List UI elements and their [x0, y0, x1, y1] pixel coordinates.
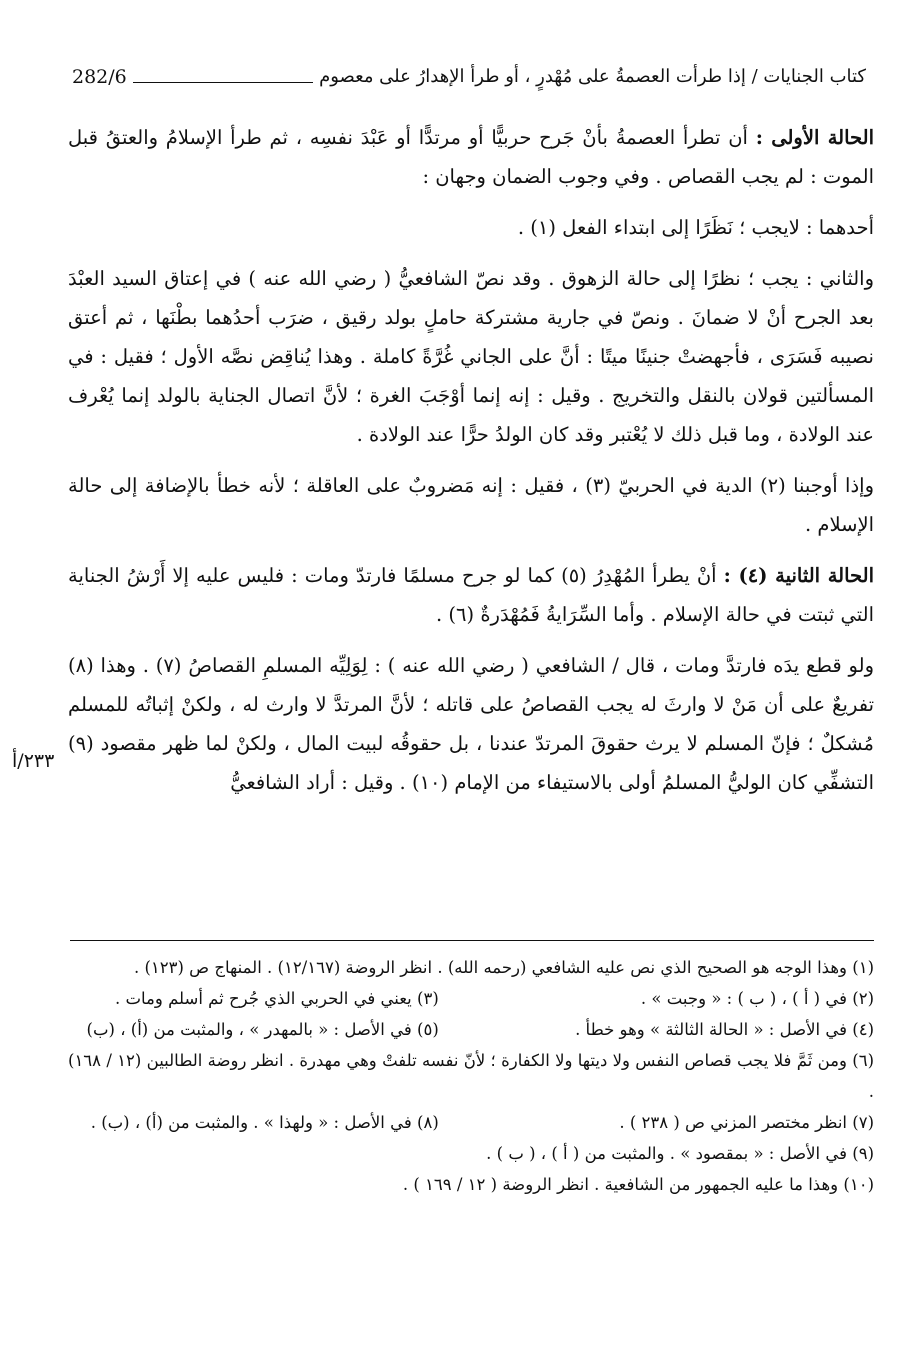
header-title: كتاب الجنايات / إذا طرأت العصمةُ على مُهْدرٍ ، أو طرأ الإهدارُ على معصوم [319, 66, 866, 87]
case-two-text: أنْ يطرأ المُهْدِرُ (٥) كما لو جرح مسلمًا فارتدّ ومات : فليس عليه إلا أَرْشُ الجناية التي ثبتت في حالة الإسلام . وأما السِّرَايةُ فَمُهْدَرةٌ (٦) . [68, 564, 874, 626]
footnote-6: (٦) ومن ثَمَّ فلا يجب قصاص النفس ولا ديتها ولا الكفارة ؛ لأنّ نفسه تلفتْ وهي مهدرة . انظر روضة الطالبين (١٢ / ١٦٨) . [68, 1051, 874, 1101]
footnote-row-2-3 [68, 983, 874, 1014]
footnote-4: (٤) في الأصل : « الحالة الثالثة » وهو خطأ . [575, 1020, 874, 1039]
blood-money-text: وإذا أوجبنا (٢) الدية في الحربيّ (٣) ، فقيل : إنه مَضروبٌ على العاقلة ؛ لأنه خطأ بالإضافة إلى حالة الإسلام . [68, 474, 874, 536]
paragraph-case-one [68, 118, 874, 196]
footnote-5: (٥) في الأصل : « بالمهدر » ، والمثبت من (أ) ، (ب) [86, 1020, 439, 1039]
footnote-2: (٢) في ( أ ) ، ( ب ) : « وجبت » . [640, 989, 874, 1008]
case-two-heading: الحالة الثانية (٤) : [723, 564, 875, 587]
footnote-row-4-5 [68, 1014, 874, 1045]
paragraph-blood-money [68, 466, 874, 544]
paragraph-case-two [68, 556, 874, 634]
footnote-8: (٨) في الأصل : « ولهذا » . والمثبت من (أ) ، (ب) . [90, 1113, 439, 1132]
page-number: 282/6 [72, 66, 127, 88]
footnote-divider [70, 940, 874, 941]
second-view-text: والثاني : يجب ؛ نظرًا إلى حالة الزهوق . وقد نصّ الشافعيُّ ( رضي الله عنه ) في إعتاق السيد العبْدَ بعد الجرح أنْ لا ضمانَ . ونصّ في جارية مشتركة حاملٍ بولد رقيق ، ضرَب أحدُهما بطْنَها ، ثم أعتق نصيبه فَسَرَى ، فأجهضتْ جنينًا ميتًا : أنَّ على الجاني غُرَّةً كاملة . وهذا يُناقِض نصَّه الأول ؛ فقيل : في المسألتين قولان بالنقل والتخريج . وقيل : إنه إنما أوْجَبَ الغرة ؛ لأنَّ اتصال الجناية بالولد إنما يُعْرف عند الولادة ، وما قبل ذلك لا يُعْتبر وقد كان الولدُ حرًّا عند الولادة . [68, 267, 874, 446]
case-one-text: أن تطرأ العصمةُ بأنْ جَرح حربيًّا أو مرتدًّا أو عَبْدَ نفسِه ، ثم طرأ الإسلامُ والعتقُ قبل الموت : لم يجب القصاص . وفي وجوب الضمان وجهان : [68, 126, 874, 188]
footnote-3: (٣) يعني في الحربي الذي جُرح ثم أسلم ومات . [114, 989, 439, 1008]
paragraph-second-view [68, 259, 874, 454]
footnote-7: (٧) انظر مختصر المزني ص ( ٢٣٨ ) . [619, 1113, 874, 1132]
hand-cut-text: ولو قطع يدَه فارتدَّ ومات ، قال / الشافعي ( رضي الله عنه ) : لِوَلِيِّه المسلمِ القصاصُ (٧) . وهذا (٨) تفريعٌ على أن مَنْ لا وارثَ له يجب القصاصُ على قاتله ؛ لأنَّ المرتدَّ لا وارث له ، ولكنْ إثباتُه للمسلم مُشكلٌ ؛ فإنّ المسلم لا يرث حقوقَ المرتدّ عندنا ، بل حقوقُه لبيت المال ، ولكنْ لما ظهر مقصود (٩) التشفِّي كان الوليُّ المسلمُ أولى بالاستيفاء من الإمام (١٠) . وقيل : أراد الشافعيُّ [68, 654, 874, 794]
footnote-1: (١) وهذا الوجه هو الصحيح الذي نص عليه الشافعي (رحمه الله) . انظر الروضة (١٢/١٦٧) . المنهاج ص (١٢٣) . [133, 958, 874, 977]
header-rule [133, 82, 313, 83]
paragraph-first-view [68, 208, 874, 247]
main-text [68, 118, 874, 802]
running-header [72, 58, 866, 92]
footnote-10: (١٠) وهذا ما عليه الجمهور من الشافعية . انظر الروضة ( ١٢ / ١٦٩ ) . [402, 1175, 874, 1194]
paragraph-hand-cut [68, 646, 874, 802]
footnote-9: (٩) في الأصل : « بمقصود » . والمثبت من ( أ ) ، ( ب ) . [486, 1144, 874, 1163]
case-one-heading: الحالة الأولى : [755, 126, 874, 149]
first-view-text: أحدهما : لايجب ؛ نَظَرًا إلى ابتداء الفعل (١) . [517, 216, 874, 239]
footnote-row-7-8 [68, 1107, 874, 1138]
footnotes [68, 952, 874, 1200]
manuscript-folio-note: ٢٣٣/أ [12, 750, 55, 772]
